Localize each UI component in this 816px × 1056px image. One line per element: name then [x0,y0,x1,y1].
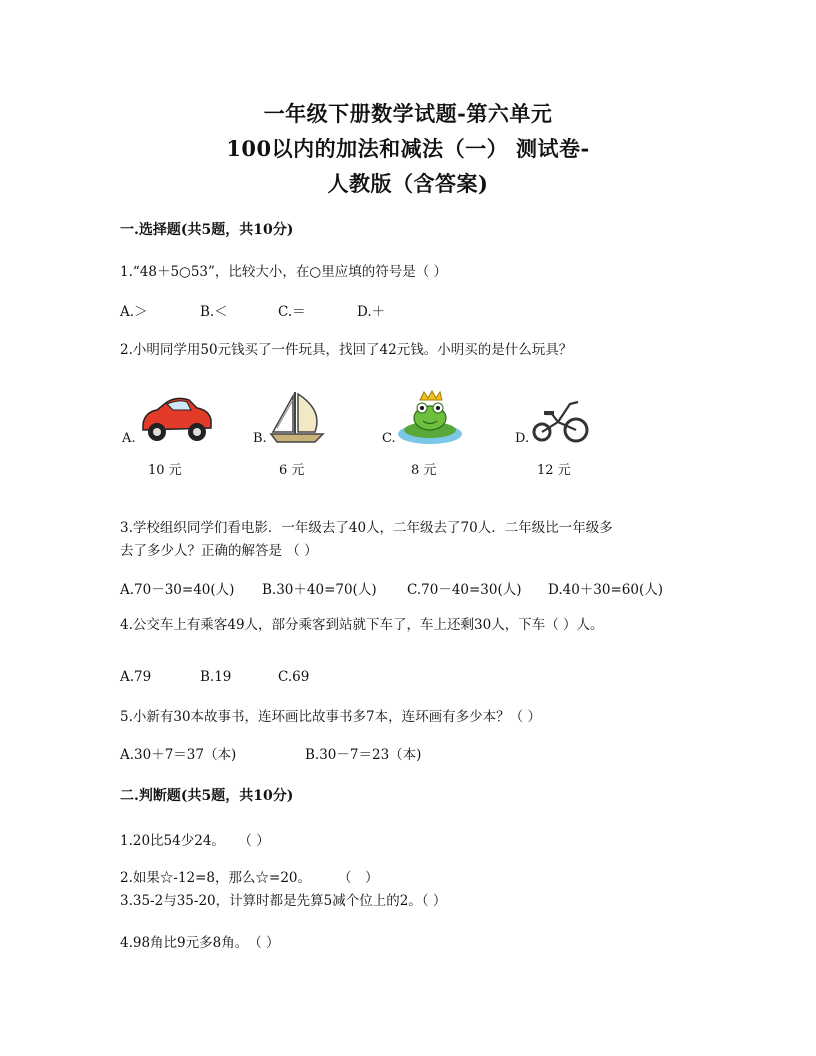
title-line-1: 一年级下册数学试题-第六单元 [263,101,553,126]
q1-option-c: C.＝ [278,304,306,320]
title-line-2: 100以内的加法和减法（一） 测试卷- [226,136,590,161]
judgment-item-3: 3.35-2与35-20，计算时都是先算5减个位上的2。（ ） [120,893,447,909]
tricycle-icon [530,398,592,446]
q2-option-a-label: A. [122,431,136,446]
judgment-item-4: 4.98角比9元多8角。 （ ） [120,935,280,951]
question-4: 4.公交车上有乘客49人，部分乘客到站就下车了，车上还剩30人，下车（ ）人。 [120,617,604,633]
section-1-heading: 一.选择题(共5题，共10分) [120,222,294,238]
q1-option-b: B.＜ [200,304,228,320]
q1-option-d: D.＋ [357,304,386,320]
q2-option-b-label: B. [253,431,267,446]
frog-icon [396,388,464,446]
q2-option-b-price: 6 元 [279,463,305,478]
q2-option-d-price: 12 元 [537,463,571,478]
q4-option-c: C.69 [278,669,310,685]
judgment-item-1: 1.20比54少24。 （ ） [120,833,270,849]
toy-car-icon [137,390,215,448]
q1-option-a: A.＞ [120,304,148,320]
q2-option-d-label: D. [515,431,530,446]
sailboat-icon [265,388,330,448]
question-2: 2.小明同学用50元钱买了一件玩具，找回了42元钱。小明买的是什么玩具？ [120,342,573,358]
question-5: 5.小新有30本故事书，连环画比故事书多7本，连环画有多少本？（ ） [120,709,541,725]
q3-option-c: C.70－40=30(人) [407,582,522,598]
section-2-heading: 二.判断题(共5题，共10分) [120,788,294,804]
q5-option-b: B.30－7＝23（本) [305,747,422,763]
q3-option-d: D.40＋30=60(人) [548,582,664,598]
question-3-line-2: 去了多少人？正确的解答是 （ ） [120,543,318,559]
q3-option-b: B.30＋40=70(人) [262,582,377,598]
q5-option-a: A.30＋7＝37（本) [120,747,237,763]
q4-option-b: B.19 [200,669,232,685]
q2-option-a-price: 10 元 [148,463,182,478]
q4-option-a: A.79 [120,669,152,685]
title-line-3: 人教版（含答案) [327,171,489,196]
question-1: 1.“48＋5○53”，比较大小，在○里应填的符号是（ ） [120,264,447,280]
judgment-item-2: 2.如果☆-12=8，那么☆=20。 （ ） [120,870,379,886]
question-3-line-1: 3.学校组织同学们看电影．一年级去了40人，二年级去了70人．二年级比一年级多 [120,520,613,536]
q3-option-a: A.70－30=40(人) [120,582,235,598]
q2-option-c-price: 8 元 [411,463,437,478]
q2-option-c-label: C. [382,431,396,446]
